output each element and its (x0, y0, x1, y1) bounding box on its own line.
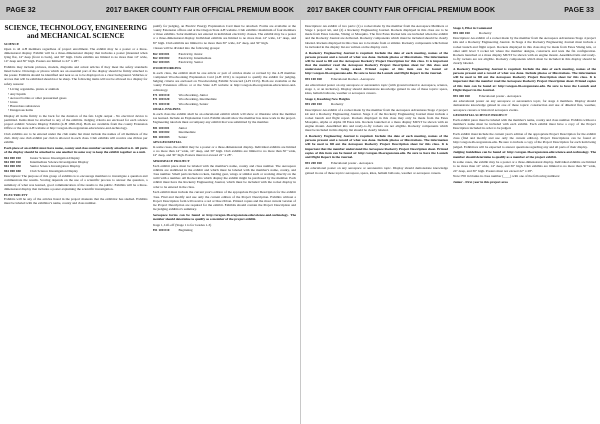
class-name: Intermediate Science Investigation Display (30, 160, 89, 165)
column (153, 24, 297, 422)
paragraph: A Rocketry Engineering Journal is required. Include the date of each meeting, names of the persons present and a record of what was done. Include photos or illustrations. The information will be used to fill out the Aerospace Rocketry Project Description sheet for this class. It is important that the member read the Aerospace Rocketry Project Description sheet. Printed copies of this item can be found at: http://oregon.4h.oregonstate.edu. Be sure to have the Launch and Flight Report in the Journal. (453, 66, 596, 92)
class-name: Senior (178, 134, 188, 139)
paragraph: A Rocketry Engineering Journal is required. Include the date of each meeting, names of the persons present and a record of what was done. Include photos or illustrations. The information will be used to fill out the Aerospace Rocketry Project Description for this class. It is important that the member read the Aerospace Rocketry Project Description sheet for this class and understand what is being asked. Printed copies of this item can be found at: http://oregon.4h.oregonstate.edu. Be sure to have the Launch and Flight Report in the Journal. (305, 50, 448, 76)
class-name: Woodworking, Intermediate (178, 97, 217, 102)
section-heading: SCIENCE (4, 42, 20, 46)
class-row (453, 94, 596, 98)
class-name: Electricity, Senior (178, 60, 203, 65)
section-heading: AEROSPACE PROJECT (152, 159, 190, 164)
paragraph: In some cases, the exhibit may be a poster or a three-dimensional display. Individual exhibits are limited to no more than 14" wide, 14" deep, and 30" high. Club exhibits are limited to no more than 30" wide, 24" deep, and 30" high. Posters must not exceed 22" x 28". (453, 160, 596, 173)
class-number: 862 100 002 (152, 56, 170, 61)
column (305, 24, 448, 422)
class-number: 861 000 010 (4, 156, 21, 161)
class-number: 862 100 003 (152, 60, 170, 65)
class-list (453, 31, 596, 35)
paragraph: A Rocketry Engineering Journal is required. Include the date of each meeting, names of the persons present and a record of what was done. Include photos or illustrations. The information will be used to fill out the Aerospace Rocketry Project Description sheet for this class. It is important that the member understand the Aerospace Rocketry Project Description sheet. Printed copies of this item can be found at: http://oregon.4h.oregonstate.edu. Be sure to have the Launch and Flight Report in the Journal. (305, 134, 448, 159)
section-heading: SMALL ENGINES (152, 107, 181, 112)
class-row (153, 228, 297, 232)
class-number: 881 100 002 (152, 130, 170, 135)
class-row (305, 102, 448, 106)
class-list (305, 161, 448, 165)
class-number: 891 100 020 (305, 77, 322, 82)
paragraph: Each exhibit piece must be labeled with the member's name, county and class number. The Aerospace exhibits are stabilized in the exhibit and which must be labeled with the member's name, county, and class number. Small parts include rockets, landing gear, wings or similar such or working directly on the build with a number. All Rocket kits which display the exhibit might be purchased by the member. Each exhibit must have the Rocketry Engineering Journal, which must be included with the rocket display in order to be entered in the class. (152, 163, 296, 189)
page-columns (4, 24, 296, 422)
bullet-item: • Glass (8, 100, 148, 104)
paragraph: Judging Guidelines can be found at: http://oregon.4h.oregonstate.edu/science-and-technology. The member should determine to qualify as a member of the project exhibit. (453, 150, 596, 159)
class-name: Senior Science Investigation Display (30, 164, 81, 169)
bullet-item: • Living organisms- plants or animals (8, 87, 148, 91)
class-number: 881 100 003 (152, 134, 170, 139)
paragraph: Each exhibit piece must be labeled with the member's name, county and class number. Exhibits without a member's name must be included with each exhibit. Each exhibit must have a copy of the Project Description included in order to be judged. (453, 118, 596, 131)
class-name: Educational poster - Aerospace (331, 160, 374, 165)
column (4, 24, 148, 422)
class-name: Rocketry (331, 101, 344, 106)
class-name: Woodworking, Senior (178, 101, 209, 106)
page-number: PAGE 32 (6, 6, 36, 14)
paragraph: Description: The purpose of this group of exhibits is to encourage members to investigate a question and communicate the results. Scoring depends on the use of a scientific process to answer the question, a summary of what was learned, good communication of the results to the public. Exhibits will be a three-dimensional display that includes a poster explaining the scientific investigation. (4, 174, 148, 191)
section-heading: WOODWORKING (152, 66, 182, 71)
page-header-right (301, 0, 600, 20)
class-number: 891 400 020 (453, 93, 470, 98)
paragraph: Description: An exhibit of a rocket made by the member from the Aerospace Adventures Stage 2 project kit and a Rocketry Engineering Journal. Stage 2 of the Rocketry Engineering Journal must include a rocket launch and flight report. Rockets displayed in this class may only be made from the Estes Mosquito, Alpha or Alpha III Estes kits. Rockets launched at a mass display MUST be shown with an engine mount. Assembled kits and ready-to-fly rockets are not eligible. Rocketry components which must be included in this display list should be clearly labeled. (305, 107, 448, 133)
paragraph: In each class, the exhibit shall be one article or pair of articles made or revised by the 4-H member. Completed Woodworking Explanation Card (4-H 1031) is required to qualify the exhibit for judging. Judging criteria are enclosed on Woodworking Exhibit Scorecard (4-H 1015). Both are available at the county Extension offices or at the State 4-H website at http://oregon.4h.oregonstate.edu/science-and-technology. (152, 70, 296, 92)
class-list (4, 156, 148, 173)
class-number: 891 100 010 (152, 228, 170, 233)
paragraph: In some cases, the exhibit may be a poster or a three-dimensional display. Individual exhibits are limited to no more than 14" wide, 14" deep, and 30" high. Club exhibits are limited to no more than 30" wide, 24" deep, and 30" high. Posters must not exceed 22" x 28". (152, 145, 296, 158)
paragraph: Each piece of an exhibit must have name, county and class number securely attached to it. All parts of the display should be attached to one another in some way to keep the exhibit together as a unit. (4, 146, 148, 155)
paragraph: An educational poster on any aerospace or aeronautics topic, for stage 4 members. Display should demonstrate knowledge gained in one of these topics: construction and use of dihedral fins, weather, aerospace careers or historical aerospace events. (453, 99, 596, 112)
page-number: PAGE 33 (564, 6, 594, 14)
class-name: Intermediate (178, 130, 196, 135)
page-33 (300, 0, 600, 424)
paragraph: Stage 1, Lift-off (Stage 1 is for Grades 1-3) (152, 222, 212, 227)
paragraph: Description: An exhibit of a rocket made by the member from the Aerospace Adventures Stage 4 project kits and a Rocketry Engineering Journal. In Stage 4 the Rocketry Engineering Journal must include a rocket launch and flight report. Rockets displayed in this class may be made from Estes Viking kits, or other skill level 3 rocket kit where the member designs, constructs and tests the fin configuration. Rockets launched at a mass display MUST be shown with an engine mount. Assembled kits and ready-to-fly rockets are not eligible. Rocketry components which must be included in this display should be clearly labeled. (453, 36, 596, 66)
class-list (305, 77, 448, 81)
paragraph: In each class the exhibit shall be an educational exhibit which will show or illustrate what the member has learned. Include an Explanation Card. Exhibit should show the member has done work in the project. Engineering tutorials must accompany any exhibit that was submitted by the member. (152, 112, 296, 125)
paragraph: Each exhibit must include the current year's edition of the appropriate Project Description for the exhibit class. Find and modify and use only the current edition of the Project Description. Exhibits without a Project Description form will receive a red or blue ribbon. Printed copies and the most current version of the Project Description are required for the exhibit. Exhibits should contain the Project Description and the judging exhibitor's summary. (152, 190, 296, 211)
class-number: 861 000 030 (4, 164, 21, 169)
paragraph: Junior - First year in this project area (453, 180, 508, 185)
class-name: Beginning (178, 228, 193, 233)
section-heading: Stage 4, Pilot in Command (453, 25, 492, 30)
class-number: 891 200 010 (305, 101, 322, 106)
bullet-item: • Aerosol bottles or other pressurized gases (8, 96, 148, 100)
class-list (453, 94, 596, 98)
class-name: Junior (178, 126, 187, 131)
class-number: 891 200 020 (305, 160, 322, 165)
class-number: 871 100 010 (152, 93, 170, 98)
paragraph: Classes will be divided into the following groups: (152, 46, 221, 51)
class-list (305, 102, 448, 106)
bullet-list (8, 87, 148, 112)
section-heading: Stage 2, Reaching New Heights (305, 96, 350, 101)
page-columns (305, 24, 596, 422)
class-list (153, 126, 297, 138)
paragraph: An educational poster on any aerospace or aeronautics topic. Display should demonstrate knowledge gained in one of these topics: aerospace, space, kites, helium balloons, weather or aerospace careers. (305, 166, 448, 175)
class-row (153, 102, 297, 106)
class-number: 891 400 010 (453, 30, 470, 35)
class-list (153, 93, 297, 105)
class-name: Woodworking, Junior (178, 93, 208, 98)
class-number: 861 000 020 (4, 160, 21, 165)
class-name: Club Science Investigation Display (30, 168, 78, 173)
section-heading: GEOSPATIAL SCIENCE PROJECT (453, 113, 508, 118)
column (453, 24, 596, 422)
class-number: 861 000 040 (4, 168, 21, 173)
class-list (153, 52, 297, 64)
class-name: Educational Rocket - Aerospace (331, 77, 375, 82)
paragraph: Description: An exhibit of two parts: (1) a rocket made by the member from the Aerospace Members or Stage 1 project kit, and (2) a Rocketry Engineering Journal. Rockets displayed in this class are to be made from Estes Gnome, Viking or Mosquito. The first Estes Rocket kits are included when the exhibit and the Rocketry Journal are delivered. Rocketry components which must be included should be clearly labeled. Rockets displayed in this class are to be made from or similar. Rocketry components which must be included in the display list are written on the display card. (305, 24, 448, 49)
class-name: Educational poster - Aerospace (479, 93, 522, 98)
bullet-item: • Any liquids (8, 92, 148, 96)
class-number: 871 100 030 (152, 101, 170, 106)
paragraph: Display all items firmly to the back for the duration of the fair. Light output - No electrical device is permitted. Items must be attached to any of the exhibits. Judging criteria are enclosed for each science project exhibit: Science Display Exhibit (4-H 1090-J04). Both are available from the county Extension Office or the state 4-H website at http://oregon.4h.oregonstate.edu/science-and-technology. (4, 113, 148, 131)
paragraph: qualify for judging, an Electric Energy Explanation Card must be attached. Forms are available at the county Extension offices and at the Oregon State 4-H website. Club exhibits: maximum of four members or three exhibits. Solar members not entered in individual electricity classes. The exhibit may be a poster or a three-dimensional display. Individual exhibits are limited to no more than 14" wide, 14" deep, and 30" high. Club exhibits are limited to no more than 30" wide, 24" deep, and 30" high. (152, 24, 296, 45)
bullet-item: • Hazardous substances (8, 104, 148, 108)
section-heading: GPS/GEOSPATIAL (152, 140, 182, 145)
bullet-item: • Dangerous items (8, 108, 148, 112)
class-row (453, 31, 596, 35)
class-name: Rocketry (479, 30, 492, 35)
paragraph: Aerospace forms can be found at http://oregon.4h.oregonstate.edu/science-and-technology. The member should determine to qualify as a member of the project exhibit. (152, 212, 296, 221)
class-row (153, 135, 297, 139)
class-number: 871 100 020 (152, 97, 170, 102)
class-number: 862 100 001 (152, 52, 170, 57)
paragraph: Exhibits will be any of the articles listed in the project manuals that the exhibitor has studied. Exhibits must be labeled with the exhibitor's name, county and class number. (4, 197, 148, 206)
class-name: Electricity, Intermediate (178, 56, 212, 61)
paragraph: Club exhibits are to be entered under the club name but must include the names of all members of the club. Only one club exhibit per club is allowed in each class. Club exhibits will receive one ribbon per exhibit. (4, 132, 148, 145)
paragraph: Open to all 4-H members regardless of project enrollment. The exhibit may be a poster or a three-dimensional display. Exhibit will be a three-dimensional display that includes a poster (mounted when lying flat, 14" deep (front to back), and 30" high. Clubs exhibits are limited to no more than 14" wide, 14" deep and 30" high. Posters are limited to 22" x 28". (4, 46, 148, 64)
book-title: 2017 BAKER COUNTY FAIR OFFICIAL PREMIUM BOOK (105, 6, 294, 14)
class-list (153, 228, 297, 232)
paragraph: An educational poster on any aerospace or aeronautics topic (with ground related to Aerospace, science, stage 1, or an inclusive). Display should demonstrate knowledge gained in one of these topics: space, kites, helium balloons, weather or aerospace careers. (305, 82, 448, 96)
class-name: Junior Science Investigation Display (30, 156, 80, 161)
class-number: 881 100 001 (152, 126, 170, 131)
class-row (153, 60, 297, 64)
class-row (305, 77, 448, 81)
class-name: Electricity, Junior (178, 52, 203, 57)
page-header-left (0, 0, 300, 20)
section-title: SCIENCE, TECHNOLOGY, ENGINEERING and MECHANICAL SCIENCE (4, 24, 148, 40)
class-row (4, 169, 148, 173)
paragraph: Exhibits may include pictures, models, diagrams and actual articles if they meet the safety standards listed below. Drawings or photos which are an essential part of the display should be firmly attached to the poster. Exhibits should be identified and neat so as to be displayed on a clear background. Vehicles or arrows that will be exhibited should not be sharp. The following items will not be allowed in a display for safety reasons: (4, 64, 148, 86)
paragraph: Note: Fill in blanks in class number (____) with one of the following numbers: (453, 174, 561, 179)
paragraph: Each exhibit must include the current year's edition of the appropriate Project Description for the exhibit class (find and modify and use only the current edition). Project Descriptions can be found at: http://oregon.4h.oregonstate.edu. Be sure to include a copy of the Project Description for each item being judged. Exhibitors will be expected to answer questions regarding any and all parts of their display. (453, 132, 596, 149)
class-row (305, 161, 448, 165)
section-heading: ELECTRICITY (4, 192, 28, 197)
book-title: 2017 BAKER COUNTY FAIR OFFICIAL PREMIUM BOOK (307, 6, 496, 14)
